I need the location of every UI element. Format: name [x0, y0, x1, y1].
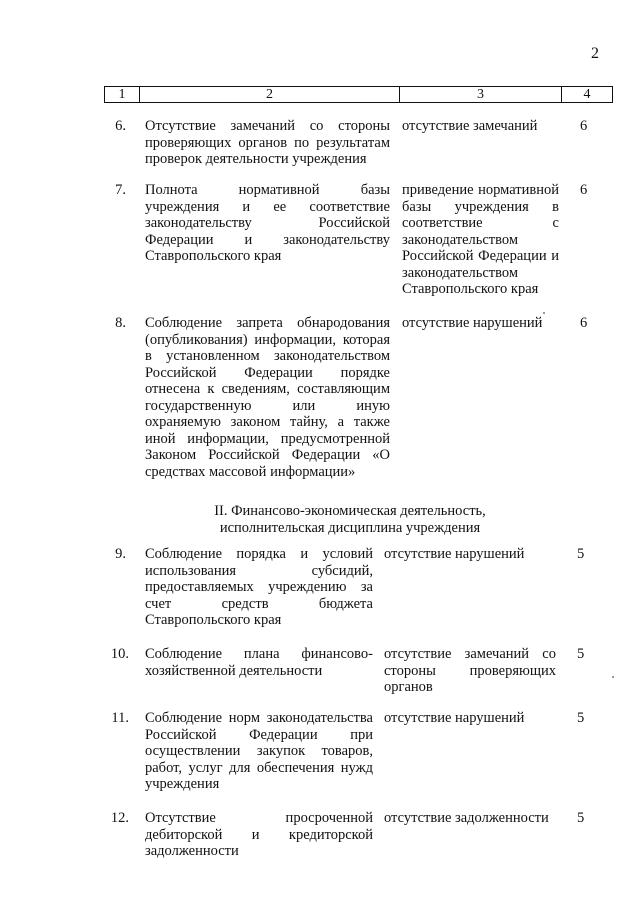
- column-header-2: 2: [140, 87, 400, 102]
- criterion-text: Полнота нормативной базы учреждения и ее соответствие законодательству Российской Федерации и законодательству Ставропольского края: [145, 182, 390, 264]
- indicator-text: отсутствие нарушений: [384, 546, 525, 562]
- row-number: 11.: [111, 710, 129, 726]
- column-header-3: 3: [400, 87, 562, 102]
- points-value: 6: [580, 118, 588, 134]
- points-value: 5: [577, 646, 585, 662]
- points-value: 5: [577, 810, 585, 826]
- points-value: 5: [577, 710, 585, 726]
- row-number: 7.: [115, 182, 126, 198]
- row-number: 10.: [110, 646, 129, 662]
- criterion-text: Соблюдение плана финансово-хозяйственной деятельности: [145, 646, 373, 679]
- indicator-text: отсутствие замечаний: [402, 118, 538, 134]
- criterion-text: Отсутствие просроченной дебиторской и кредиторской задолженности: [145, 810, 373, 859]
- section-title-line-1: II. Финансово-экономическая деятельность,: [214, 503, 486, 519]
- indicator-text: приведение нормативной базы учреждения в соответствие с законодательством Российской Федерации и законодательством Ставропольского края: [402, 182, 559, 297]
- points-value: 5: [577, 546, 585, 562]
- criterion-text: Соблюдение порядка и условий использования субсидий, предоставляемых учреждению за счет средств бюджета Ставропольского края: [145, 546, 373, 628]
- points-value: 6: [580, 182, 588, 198]
- criterion-text: Отсутствие замечаний со стороны проверяющих органов по результатам проверок деятельности учреждения: [145, 118, 390, 167]
- indicator-text: отсутствие нарушений: [402, 315, 543, 331]
- indicator-text: отсутствие замечаний со стороны проверяющих органов: [384, 646, 556, 695]
- row-number: 8.: [115, 315, 126, 331]
- row-number: 6.: [115, 118, 126, 134]
- criterion-text: Соблюдение запрета обнародования (опубликования) информации, которая в установленном законодательством Российской Федерации порядке отнесена к сведениям, составляющим государственную или иную охраняемую законом тайну, а также иной информации, предусмотренной Законом Российской Федерации «О средствах массовой информации»: [145, 315, 390, 480]
- row-number: 12.: [110, 810, 129, 826]
- criterion-text: Соблюдение норм законодательства Российской Федерации при осуществлении закупок товаров, работ, услуг для обеспечения нужд учреждения: [145, 710, 373, 792]
- column-header-4: 4: [583, 87, 591, 102]
- page-number: 2: [591, 45, 599, 62]
- table-header-row: [104, 86, 613, 103]
- indicator-text: отсутствие задолженности: [384, 810, 549, 826]
- scan-speck: [612, 676, 614, 678]
- row-number: 9.: [115, 546, 126, 562]
- section-title: [145, 503, 555, 537]
- column-header-1: 1: [105, 87, 140, 102]
- scan-speck: [543, 312, 545, 314]
- points-value: 6: [580, 315, 588, 331]
- indicator-text: отсутствие нарушений: [384, 710, 525, 726]
- section-title-line-2: исполнительская дисциплина учреждения: [219, 520, 481, 536]
